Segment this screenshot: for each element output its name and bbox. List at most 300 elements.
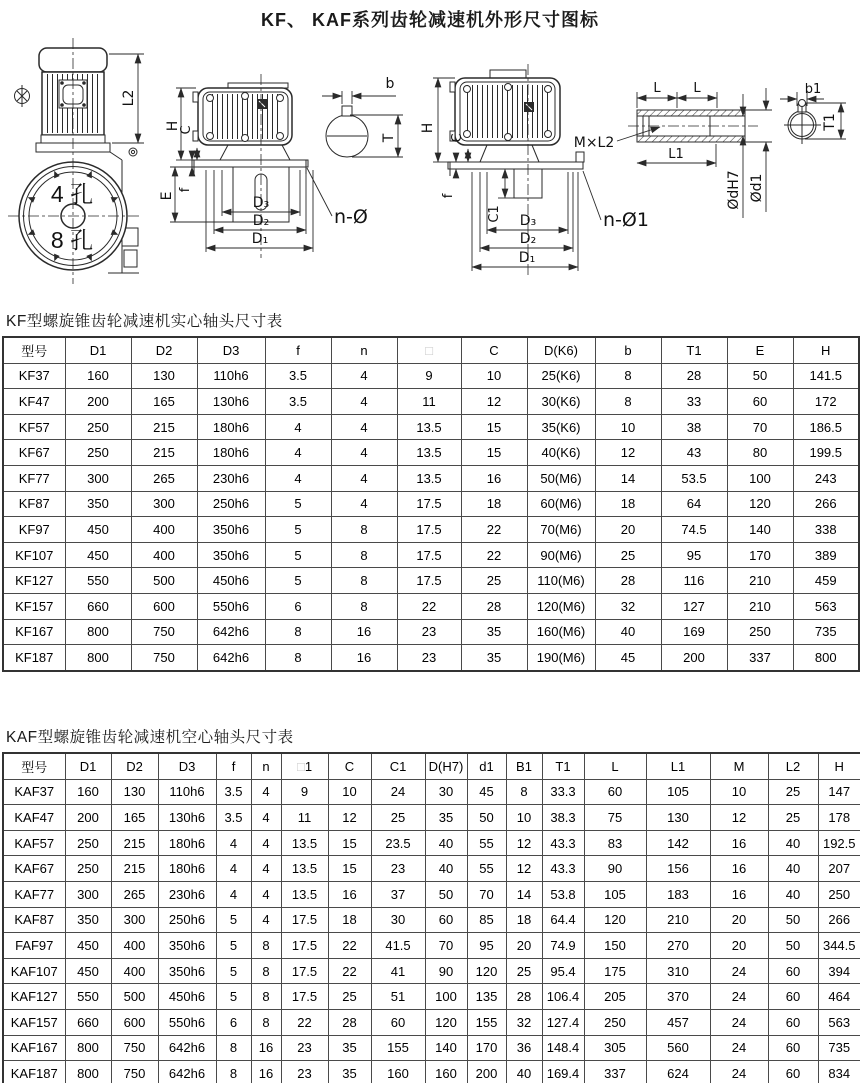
- value-cell: 169: [661, 619, 727, 645]
- value-cell: 10: [710, 779, 768, 805]
- value-cell: 40(K6): [527, 440, 595, 466]
- model-cell: KF97: [3, 517, 65, 543]
- column-header: d1: [467, 753, 506, 779]
- value-cell: 75: [584, 805, 646, 831]
- value-cell: 300: [65, 881, 111, 907]
- value-cell: 16: [251, 1061, 281, 1083]
- model-cell: KAF107: [3, 958, 65, 984]
- value-cell: 642h6: [158, 1035, 216, 1061]
- value-cell: 170: [467, 1035, 506, 1061]
- value-cell: 12: [328, 805, 371, 831]
- column-header: H: [793, 337, 859, 363]
- value-cell: 40: [595, 619, 661, 645]
- value-cell: 660: [65, 593, 131, 619]
- value-cell: 25: [371, 805, 425, 831]
- kf-side-view: [159, 74, 403, 258]
- header-row: [3, 337, 859, 363]
- value-cell: 16: [251, 1035, 281, 1061]
- value-cell: 33: [661, 389, 727, 415]
- value-cell: 16: [331, 619, 397, 645]
- column-header: D3: [158, 753, 216, 779]
- dimension-diagrams: [0, 30, 860, 302]
- column-header: D(H7): [425, 753, 467, 779]
- column-header: H: [818, 753, 860, 779]
- value-cell: 24: [710, 984, 768, 1010]
- column-header: D(K6): [527, 337, 595, 363]
- value-cell: 30: [425, 779, 467, 805]
- value-cell: 400: [131, 517, 197, 543]
- value-cell: 17.5: [397, 491, 461, 517]
- dim-label-t: T: [381, 133, 397, 143]
- value-cell: 100: [727, 465, 793, 491]
- value-cell: 17.5: [397, 517, 461, 543]
- value-cell: 210: [646, 907, 710, 933]
- value-cell: 120: [584, 907, 646, 933]
- dim-label-d1b: D₁: [518, 250, 536, 266]
- column-header: D2: [131, 337, 197, 363]
- table-row: [3, 491, 859, 517]
- value-cell: 250: [818, 881, 860, 907]
- hole-count-label-2: n-Ø1: [603, 209, 649, 231]
- value-cell: 243: [793, 465, 859, 491]
- value-cell: 3.5: [265, 363, 331, 389]
- value-cell: 400: [111, 958, 158, 984]
- table-row: [3, 542, 859, 568]
- value-cell: 50: [425, 881, 467, 907]
- value-cell: 110h6: [197, 363, 265, 389]
- value-cell: 35: [425, 805, 467, 831]
- value-cell: 41.5: [371, 933, 425, 959]
- value-cell: 4: [251, 856, 281, 882]
- value-cell: 5: [265, 491, 331, 517]
- value-cell: 12: [461, 389, 527, 415]
- value-cell: 4: [251, 881, 281, 907]
- value-cell: 100: [425, 984, 467, 1010]
- value-cell: 17.5: [281, 984, 328, 1010]
- table-row: [3, 830, 860, 856]
- value-cell: 350h6: [158, 958, 216, 984]
- value-cell: 310: [646, 958, 710, 984]
- value-cell: 50: [467, 805, 506, 831]
- value-cell: 12: [506, 830, 542, 856]
- value-cell: 70: [727, 414, 793, 440]
- value-cell: 160: [425, 1061, 467, 1083]
- column-header: M: [710, 753, 768, 779]
- value-cell: 215: [111, 830, 158, 856]
- value-cell: 8: [216, 1061, 251, 1083]
- value-cell: 450: [65, 933, 111, 959]
- kf-dimension-table: [2, 336, 860, 672]
- value-cell: 35: [461, 645, 527, 671]
- value-cell: 50: [768, 933, 818, 959]
- value-cell: 5: [216, 907, 251, 933]
- value-cell: 60: [768, 984, 818, 1010]
- value-cell: 22: [397, 593, 461, 619]
- value-cell: 148.4: [542, 1035, 584, 1061]
- model-cell: KF67: [3, 440, 65, 466]
- model-cell: KF127: [3, 568, 65, 594]
- value-cell: 23.5: [371, 830, 425, 856]
- value-cell: 350: [65, 491, 131, 517]
- dim-label-l1: L1: [668, 147, 684, 162]
- value-cell: 70: [467, 881, 506, 907]
- value-cell: 38: [661, 414, 727, 440]
- column-header: n: [331, 337, 397, 363]
- value-cell: 12: [710, 805, 768, 831]
- value-cell: 55: [467, 856, 506, 882]
- value-cell: 141.5: [793, 363, 859, 389]
- value-cell: 140: [727, 517, 793, 543]
- value-cell: 300: [65, 465, 131, 491]
- value-cell: 4: [251, 805, 281, 831]
- model-cell: FAF97: [3, 933, 65, 959]
- model-cell: KF87: [3, 491, 65, 517]
- value-cell: 800: [65, 619, 131, 645]
- value-cell: 33.3: [542, 779, 584, 805]
- value-cell: 4: [331, 389, 397, 415]
- value-cell: 230h6: [158, 881, 216, 907]
- value-cell: 250h6: [158, 907, 216, 933]
- value-cell: 11: [281, 805, 328, 831]
- value-cell: 22: [328, 958, 371, 984]
- table-row: [3, 933, 860, 959]
- column-header: □1: [281, 753, 328, 779]
- value-cell: 16: [710, 856, 768, 882]
- value-cell: 270: [646, 933, 710, 959]
- value-cell: 344.5: [818, 933, 860, 959]
- value-cell: 60: [584, 779, 646, 805]
- value-cell: 51: [371, 984, 425, 1010]
- value-cell: 28: [461, 593, 527, 619]
- value-cell: 55: [467, 830, 506, 856]
- value-cell: 32: [506, 1009, 542, 1035]
- value-cell: 4: [216, 830, 251, 856]
- value-cell: 37: [371, 881, 425, 907]
- column-header: C: [461, 337, 527, 363]
- value-cell: 200: [661, 645, 727, 671]
- value-cell: 4: [251, 779, 281, 805]
- value-cell: 147: [818, 779, 860, 805]
- value-cell: 5: [216, 958, 251, 984]
- value-cell: 550: [65, 568, 131, 594]
- value-cell: 199.5: [793, 440, 859, 466]
- value-cell: 305: [584, 1035, 646, 1061]
- model-cell: KAF57: [3, 830, 65, 856]
- table-row: [3, 881, 860, 907]
- value-cell: 24: [371, 779, 425, 805]
- value-cell: 53.8: [542, 881, 584, 907]
- value-cell: 60: [768, 1009, 818, 1035]
- value-cell: 5: [216, 933, 251, 959]
- model-cell: KAF127: [3, 984, 65, 1010]
- value-cell: 23: [397, 619, 461, 645]
- column-header: D2: [111, 753, 158, 779]
- value-cell: 60: [768, 1035, 818, 1061]
- dim-label-l-a: L: [653, 81, 661, 96]
- value-cell: 450h6: [197, 568, 265, 594]
- value-cell: 20: [710, 933, 768, 959]
- value-cell: 105: [584, 881, 646, 907]
- model-cell: KAF87: [3, 907, 65, 933]
- value-cell: 35: [328, 1061, 371, 1083]
- value-cell: 8: [595, 363, 661, 389]
- value-cell: 389: [793, 542, 859, 568]
- value-cell: 4: [331, 414, 397, 440]
- dim-label-d3: D₃: [252, 195, 270, 211]
- value-cell: 142: [646, 830, 710, 856]
- value-cell: 550h6: [158, 1009, 216, 1035]
- value-cell: 600: [111, 1009, 158, 1035]
- table-row: [3, 619, 859, 645]
- value-cell: 600: [131, 593, 197, 619]
- table-row: [3, 363, 859, 389]
- value-cell: 338: [793, 517, 859, 543]
- value-cell: 4: [216, 881, 251, 907]
- value-cell: 17.5: [397, 542, 461, 568]
- value-cell: 13.5: [397, 465, 461, 491]
- value-cell: 40: [506, 1061, 542, 1083]
- value-cell: 20: [506, 933, 542, 959]
- value-cell: 60: [727, 389, 793, 415]
- value-cell: 642h6: [158, 1061, 216, 1083]
- value-cell: 110h6: [158, 779, 216, 805]
- value-cell: 60: [768, 958, 818, 984]
- value-cell: 50: [768, 907, 818, 933]
- value-cell: 15: [461, 440, 527, 466]
- value-cell: 10: [595, 414, 661, 440]
- value-cell: 750: [131, 619, 197, 645]
- value-cell: 4: [331, 440, 397, 466]
- value-cell: 337: [584, 1061, 646, 1083]
- model-cell: KAF47: [3, 805, 65, 831]
- model-cell: KF167: [3, 619, 65, 645]
- value-cell: 735: [793, 619, 859, 645]
- value-cell: 750: [111, 1035, 158, 1061]
- model-cell: KF57: [3, 414, 65, 440]
- dim-label-c1: C1: [487, 205, 502, 223]
- value-cell: 205: [584, 984, 646, 1010]
- value-cell: 64.4: [542, 907, 584, 933]
- value-cell: 22: [461, 542, 527, 568]
- value-cell: 210: [727, 568, 793, 594]
- value-cell: 23: [281, 1061, 328, 1083]
- value-cell: 500: [131, 568, 197, 594]
- dim-label-e: E: [159, 191, 175, 201]
- value-cell: 550: [65, 984, 111, 1010]
- value-cell: 95.4: [542, 958, 584, 984]
- value-cell: 3.5: [216, 779, 251, 805]
- value-cell: 12: [595, 440, 661, 466]
- column-header: □: [397, 337, 461, 363]
- value-cell: 25: [595, 542, 661, 568]
- value-cell: 642h6: [197, 619, 265, 645]
- value-cell: 120: [425, 1009, 467, 1035]
- value-cell: 11: [397, 389, 461, 415]
- value-cell: 350h6: [197, 542, 265, 568]
- value-cell: 350h6: [197, 517, 265, 543]
- value-cell: 95: [467, 933, 506, 959]
- value-cell: 140: [425, 1035, 467, 1061]
- table-row: [3, 568, 859, 594]
- table-row: [3, 984, 860, 1010]
- value-cell: 110(M6): [527, 568, 595, 594]
- value-cell: 16: [710, 881, 768, 907]
- kaf-side-view: [420, 64, 660, 278]
- value-cell: 90(M6): [527, 542, 595, 568]
- model-cell: KAF167: [3, 1035, 65, 1061]
- value-cell: 8: [251, 1009, 281, 1035]
- value-cell: 165: [131, 389, 197, 415]
- motor-front-view: [8, 38, 144, 284]
- value-cell: 370: [646, 984, 710, 1010]
- value-cell: 18: [595, 491, 661, 517]
- model-cell: KF187: [3, 645, 65, 671]
- value-cell: 800: [65, 1035, 111, 1061]
- value-cell: 4: [251, 830, 281, 856]
- holes-4-label: 4 孔: [50, 181, 94, 207]
- table-row: [3, 1035, 860, 1061]
- table-row: [3, 414, 859, 440]
- thread-label-mxl2: M×L2: [573, 135, 615, 151]
- value-cell: 45: [467, 779, 506, 805]
- value-cell: 155: [467, 1009, 506, 1035]
- value-cell: 8: [595, 389, 661, 415]
- value-cell: 750: [111, 1061, 158, 1083]
- table-row: [3, 856, 860, 882]
- model-cell: KAF157: [3, 1009, 65, 1035]
- value-cell: 265: [131, 465, 197, 491]
- table-row: [3, 645, 859, 671]
- value-cell: 135: [467, 984, 506, 1010]
- column-header: n: [251, 753, 281, 779]
- value-cell: 8: [251, 984, 281, 1010]
- value-cell: 35: [328, 1035, 371, 1061]
- value-cell: 200: [467, 1061, 506, 1083]
- dim-label-f: f: [178, 187, 193, 193]
- value-cell: 160: [371, 1061, 425, 1083]
- table-row: [3, 805, 860, 831]
- value-cell: 350h6: [158, 933, 216, 959]
- value-cell: 15: [328, 856, 371, 882]
- value-cell: 660: [65, 1009, 111, 1035]
- column-header: C1: [371, 753, 425, 779]
- value-cell: 45: [595, 645, 661, 671]
- table-row: [3, 389, 859, 415]
- value-cell: 60: [425, 907, 467, 933]
- value-cell: 64: [661, 491, 727, 517]
- model-cell: KF107: [3, 542, 65, 568]
- value-cell: 106.4: [542, 984, 584, 1010]
- dim-label-d2b: D₂: [519, 231, 537, 247]
- model-cell: KAF37: [3, 779, 65, 805]
- value-cell: 120(M6): [527, 593, 595, 619]
- value-cell: 500: [111, 984, 158, 1010]
- value-cell: 4: [265, 414, 331, 440]
- value-cell: 24: [710, 1009, 768, 1035]
- value-cell: 17.5: [281, 907, 328, 933]
- value-cell: 8: [331, 593, 397, 619]
- dim-label-c: C: [179, 125, 194, 135]
- dim-label-d3b: D₃: [519, 213, 537, 229]
- value-cell: 266: [793, 491, 859, 517]
- value-cell: 9: [281, 779, 328, 805]
- value-cell: 156: [646, 856, 710, 882]
- value-cell: 40: [768, 830, 818, 856]
- value-cell: 18: [506, 907, 542, 933]
- value-cell: 178: [818, 805, 860, 831]
- value-cell: 14: [506, 881, 542, 907]
- value-cell: 24: [710, 1061, 768, 1083]
- value-cell: 8: [331, 517, 397, 543]
- dim-label-c2: C: [450, 133, 465, 143]
- value-cell: 70(M6): [527, 517, 595, 543]
- value-cell: 22: [281, 1009, 328, 1035]
- value-cell: 30: [371, 907, 425, 933]
- value-cell: 80: [727, 440, 793, 466]
- value-cell: 337: [727, 645, 793, 671]
- value-cell: 8: [265, 645, 331, 671]
- value-cell: 60: [768, 1061, 818, 1083]
- value-cell: 127: [661, 593, 727, 619]
- table-row: [3, 440, 859, 466]
- value-cell: 28: [661, 363, 727, 389]
- value-cell: 13.5: [397, 440, 461, 466]
- value-cell: 192.5: [818, 830, 860, 856]
- value-cell: 350: [65, 907, 111, 933]
- value-cell: 180h6: [197, 414, 265, 440]
- value-cell: 25: [328, 984, 371, 1010]
- model-cell: KAF187: [3, 1061, 65, 1083]
- value-cell: 266: [818, 907, 860, 933]
- dim-label-h2: H: [420, 122, 436, 134]
- dim-label-l2: L2: [121, 89, 137, 107]
- value-cell: 200: [65, 805, 111, 831]
- value-cell: 23: [397, 645, 461, 671]
- value-cell: 450: [65, 958, 111, 984]
- value-cell: 180h6: [197, 440, 265, 466]
- value-cell: 4: [265, 465, 331, 491]
- dim-label-h: H: [165, 120, 181, 132]
- value-cell: 8: [216, 1035, 251, 1061]
- value-cell: 50: [727, 363, 793, 389]
- model-cell: KF47: [3, 389, 65, 415]
- value-cell: 116: [661, 568, 727, 594]
- column-header: f: [265, 337, 331, 363]
- value-cell: 750: [131, 645, 197, 671]
- hollow-shaft-detail: [628, 81, 846, 218]
- table-row: [3, 907, 860, 933]
- column-header: E: [727, 337, 793, 363]
- value-cell: 38.3: [542, 805, 584, 831]
- model-cell: KAF67: [3, 856, 65, 882]
- value-cell: 50(M6): [527, 465, 595, 491]
- value-cell: 35(K6): [527, 414, 595, 440]
- value-cell: 250: [65, 830, 111, 856]
- value-cell: 24: [710, 958, 768, 984]
- value-cell: 4: [331, 465, 397, 491]
- value-cell: 16: [710, 830, 768, 856]
- value-cell: 450h6: [158, 984, 216, 1010]
- value-cell: 457: [646, 1009, 710, 1035]
- value-cell: 459: [793, 568, 859, 594]
- value-cell: 464: [818, 984, 860, 1010]
- value-cell: 200: [65, 389, 131, 415]
- kaf-table-title: KAF型螺旋锥齿轮减速机空心轴头尺寸表: [6, 729, 294, 746]
- value-cell: 250: [584, 1009, 646, 1035]
- value-cell: 43.3: [542, 856, 584, 882]
- value-cell: 624: [646, 1061, 710, 1083]
- value-cell: 155: [371, 1035, 425, 1061]
